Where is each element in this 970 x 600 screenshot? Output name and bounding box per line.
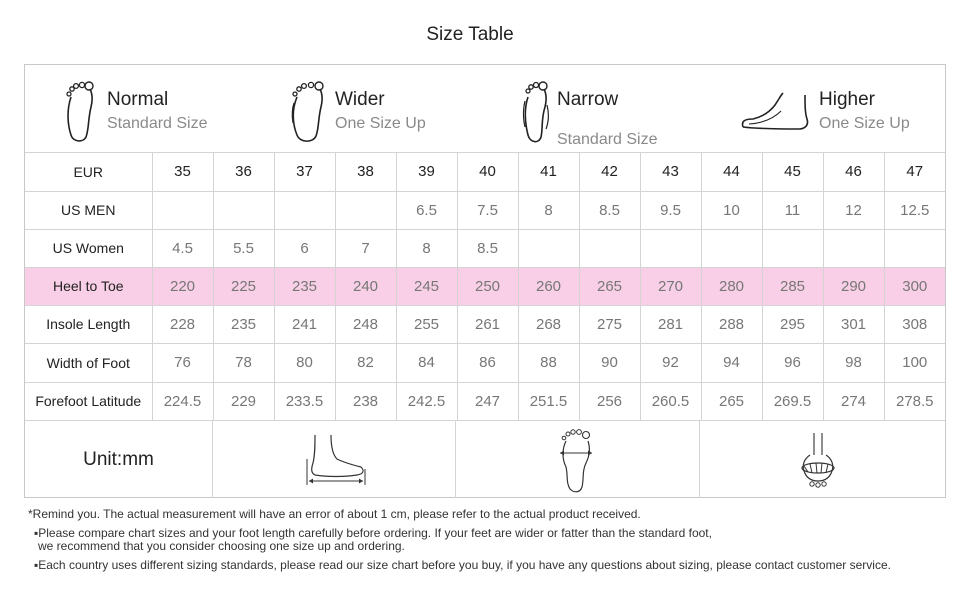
table-cell: 233.5	[274, 382, 335, 420]
table-cell: 288	[701, 305, 762, 343]
high-arch-foot-icon	[739, 91, 811, 133]
table-cell: 10	[701, 191, 762, 229]
table-cell: 250	[457, 267, 518, 305]
legend-higher	[725, 65, 945, 153]
table-row	[25, 305, 945, 343]
table-cell: 78	[213, 343, 274, 382]
table-cell: 39	[396, 153, 457, 191]
table-cell: 40	[457, 153, 518, 191]
table-cell: 5.5	[213, 229, 274, 267]
table-cell: 76	[152, 343, 213, 382]
legend-higher-sub: One Size Up	[819, 115, 910, 132]
table-cell: 84	[396, 343, 457, 382]
legend-higher-name: Higher	[819, 89, 875, 110]
row-label: Width of Foot	[25, 343, 152, 382]
table-cell: 256	[579, 382, 640, 420]
table-cell: 220	[152, 267, 213, 305]
note-compare-line1: ▪Please compare chart sizes and your foot length carefully before ordering. If your feet are wider or fatter than the standard foot,	[34, 526, 712, 540]
table-cell: 308	[884, 305, 945, 343]
table-cell	[884, 229, 945, 267]
table-cell: 235	[274, 267, 335, 305]
table-row	[25, 229, 945, 267]
table-cell: 11	[762, 191, 823, 229]
row-label: EUR	[25, 153, 152, 191]
table-cell: 268	[518, 305, 579, 343]
row-label: Insole Length	[25, 305, 152, 343]
table-cell: 8.5	[457, 229, 518, 267]
table-cell: 224.5	[152, 382, 213, 420]
table-cell: 235	[213, 305, 274, 343]
table-cell	[823, 229, 884, 267]
table-cell: 6	[274, 229, 335, 267]
size-table	[25, 153, 945, 421]
table-cell: 248	[335, 305, 396, 343]
table-cell: 12.5	[884, 191, 945, 229]
table-cell: 275	[579, 305, 640, 343]
table-cell	[579, 229, 640, 267]
table-cell: 245	[396, 267, 457, 305]
table-cell	[213, 191, 274, 229]
table-cell: 82	[335, 343, 396, 382]
table-cell: 45	[762, 153, 823, 191]
table-cell: 47	[884, 153, 945, 191]
table-cell: 278.5	[884, 382, 945, 420]
table-row	[25, 343, 945, 382]
table-cell: 247	[457, 382, 518, 420]
table-cell: 238	[335, 382, 396, 420]
table-cell: 43	[640, 153, 701, 191]
wide-foot-icon	[289, 79, 329, 145]
table-cell: 100	[884, 343, 945, 382]
legend-narrow-name: Narrow	[557, 89, 619, 110]
table-cell: 42	[579, 153, 640, 191]
table-row	[25, 382, 945, 420]
table-cell: 274	[823, 382, 884, 420]
row-label: Forefoot Latitude	[25, 382, 152, 420]
table-cell: 260	[518, 267, 579, 305]
table-cell: 270	[640, 267, 701, 305]
table-cell: 88	[518, 343, 579, 382]
legend-normal	[25, 65, 265, 153]
table-cell: 7	[335, 229, 396, 267]
legend-wider	[265, 65, 505, 153]
table-cell: 290	[823, 267, 884, 305]
table-cell: 38	[335, 153, 396, 191]
row-label: US MEN	[25, 191, 152, 229]
table-cell: 301	[823, 305, 884, 343]
narrow-foot-icon	[519, 79, 555, 147]
table-cell: 269.5	[762, 382, 823, 420]
table-cell	[762, 229, 823, 267]
table-cell: 265	[579, 267, 640, 305]
table-cell: 41	[518, 153, 579, 191]
unit-cell	[25, 421, 213, 498]
table-cell: 96	[762, 343, 823, 382]
note-remind: *Remind you. The actual measurement will have an error of about 1 cm, please refer to the actual product received.	[28, 507, 641, 521]
legend-normal-name: Normal	[107, 89, 169, 110]
table-cell: 86	[457, 343, 518, 382]
table-cell: 92	[640, 343, 701, 382]
table-cell: 280	[701, 267, 762, 305]
foot-width-icon	[556, 427, 596, 493]
table-cell: 37	[274, 153, 335, 191]
table-cell: 46	[823, 153, 884, 191]
table-cell: 300	[884, 267, 945, 305]
table-cell: 44	[701, 153, 762, 191]
table-cell: 35	[152, 153, 213, 191]
foot-length-icon	[301, 433, 369, 487]
table-row	[25, 191, 945, 229]
table-cell: 8.5	[579, 191, 640, 229]
size-table-body	[25, 153, 945, 420]
note-standards: ▪Each country uses different sizing standards, please read our size chart before you buy, if you have any questions about sizing, please contact customer service.	[34, 558, 891, 572]
table-cell: 240	[335, 267, 396, 305]
foot-width-cell	[456, 421, 700, 498]
table-cell	[640, 229, 701, 267]
table-cell	[335, 191, 396, 229]
table-cell: 8	[396, 229, 457, 267]
table-cell	[701, 229, 762, 267]
table-cell: 4.5	[152, 229, 213, 267]
legend-narrow	[505, 65, 725, 153]
table-cell: 7.5	[457, 191, 518, 229]
table-row	[25, 153, 945, 191]
legend-normal-sub: Standard Size	[107, 115, 208, 132]
legend-wider-sub: One Size Up	[335, 115, 426, 132]
table-cell: 9.5	[640, 191, 701, 229]
foot-type-legend	[25, 65, 945, 153]
table-row	[25, 267, 945, 305]
table-cell: 8	[518, 191, 579, 229]
table-cell: 260.5	[640, 382, 701, 420]
table-cell: 265	[701, 382, 762, 420]
table-cell: 242.5	[396, 382, 457, 420]
table-cell: 261	[457, 305, 518, 343]
table-cell: 94	[701, 343, 762, 382]
legend-narrow-sub: Standard Size	[557, 131, 658, 148]
note-compare-line2: we recommend that you consider choosing one size up and ordering.	[38, 539, 405, 553]
table-cell: 225	[213, 267, 274, 305]
table-cell: 12	[823, 191, 884, 229]
table-cell	[274, 191, 335, 229]
table-cell: 90	[579, 343, 640, 382]
table-cell: 295	[762, 305, 823, 343]
table-cell: 281	[640, 305, 701, 343]
table-cell: 285	[762, 267, 823, 305]
forefoot-girth-cell	[700, 421, 945, 498]
foot-length-cell	[213, 421, 456, 498]
table-cell: 6.5	[396, 191, 457, 229]
row-label: Heel to Toe	[25, 267, 152, 305]
table-cell: 255	[396, 305, 457, 343]
table-cell: 80	[274, 343, 335, 382]
table-cell	[518, 229, 579, 267]
table-cell: 228	[152, 305, 213, 343]
table-cell: 229	[213, 382, 274, 420]
page-title: Size Table	[426, 24, 514, 45]
forefoot-girth-icon	[798, 431, 838, 491]
table-cell: 36	[213, 153, 274, 191]
table-cell	[152, 191, 213, 229]
legend-wider-name: Wider	[335, 89, 385, 110]
row-label: US Women	[25, 229, 152, 267]
size-table-frame	[24, 64, 946, 498]
unit-label: Unit:mm	[83, 449, 154, 470]
unit-row	[25, 421, 945, 498]
normal-foot-icon	[63, 79, 99, 145]
table-cell: 98	[823, 343, 884, 382]
table-cell: 251.5	[518, 382, 579, 420]
table-cell: 241	[274, 305, 335, 343]
